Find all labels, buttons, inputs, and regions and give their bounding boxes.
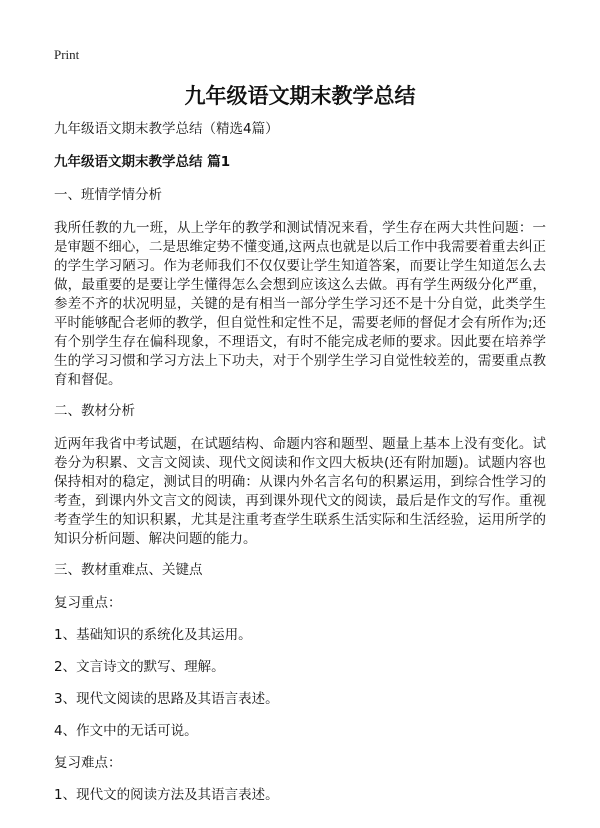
key-point-item: 3、现代文阅读的思路及其语言表述。 <box>54 691 279 707</box>
section-body-1: 我所任教的九一班，从上学年的教学和测试情况来看，学生存在两大共性问题：一是审题不细心，二是思维定势不懂变通,这两点也就是以后工作中我需要着重去纠正的学生学习陋习。作为老师我们不仅仅要让学生知道答案，而要让学生知道怎么去做，最重要的是要让学生懂得怎么会想到应该这么去做。再有学生两级分化严重，参差不齐的状况明显，关键的是有相当一部分学生学习还不是十分自觉，此类学生平时能够配合老师的教学，但自觉性和定性不足，需要老师的督促才会有所作为;还有个别学生存在偏科现象，不理语文，有时不能完成老师的要求。因此要在培养学生的学习习惯和学习方法上下功夫，对于个别学生学习自觉性较差的，需要重点教育和督促。 <box>54 220 546 388</box>
article-heading: 九年级语文期末教学总结 篇1 <box>54 154 231 170</box>
review-difficulty-label: 复习难点： <box>54 755 122 771</box>
document-subtitle: 九年级语文期末教学总结（精选4篇） <box>54 121 279 137</box>
review-key-label: 复习重点： <box>54 595 122 611</box>
section-body-2: 近两年我省中考试题，在试题结构、命题内容和题型、题量上基本上没有变化。试卷分为积累、文言文阅读、现代文阅读和作文四大板块(还有附加题)。试题内容也保持相对的稳定，测试目的明确：从课内外名言名句的积累运用，到综合性学习的考查，到课内外文言文的阅读，再到课外现代文的阅读，最后是作文的写作。重视考查学生的知识积累，尤其是注重考查学生联系生活实际和生活经验，运用所学的知识分析问题、解决问题的能力。 <box>54 436 546 547</box>
section-heading-2: 二、教材分析 <box>54 403 135 419</box>
key-point-item: 4、作文中的无话可说。 <box>54 723 198 739</box>
section-heading-1: 一、班情学情分析 <box>54 187 162 203</box>
difficulty-point-item: 1、现代文的阅读方法及其语言表述。 <box>54 787 279 803</box>
document-content <box>54 120 546 818</box>
key-point-item: 2、文言诗文的默写、理解。 <box>54 659 225 675</box>
document-title: 九年级语文期末教学总结 <box>184 84 416 108</box>
section-heading-3: 三、教材重难点、关键点 <box>54 562 203 578</box>
key-point-item: 1、基础知识的系统化及其运用。 <box>54 627 252 643</box>
print-label: Print <box>54 47 80 62</box>
